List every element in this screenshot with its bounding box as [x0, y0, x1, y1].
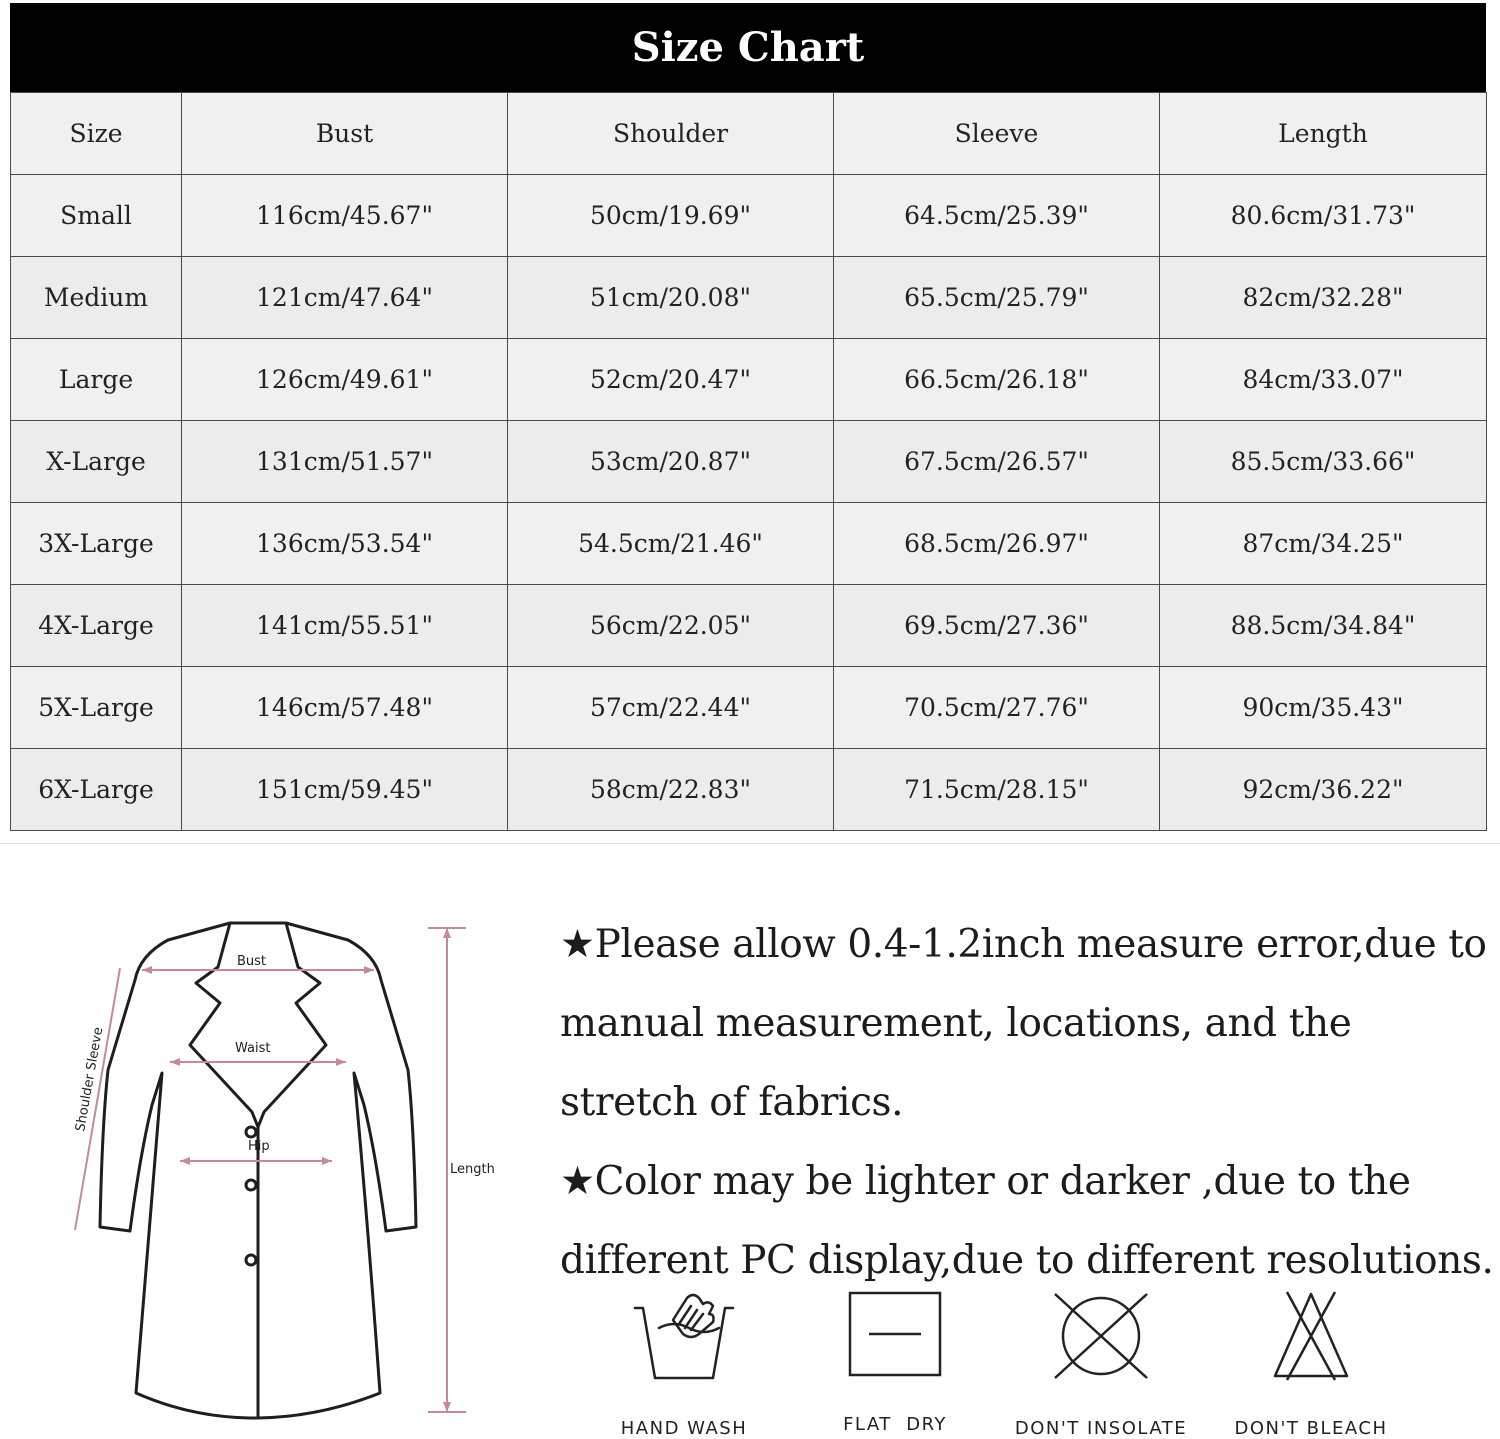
bust-cell: 131cm/51.57": [182, 421, 508, 503]
dont-insolate-label: DON'T INSOLATE: [1014, 1418, 1188, 1439]
size-table: [10, 92, 1487, 831]
dont-bleach-icon: [1271, 1290, 1351, 1382]
size-cell: Large: [11, 339, 182, 421]
size-cell: Medium: [11, 257, 182, 339]
table-row: [11, 175, 1487, 257]
length-label: Length: [450, 1162, 495, 1177]
sleeve-cell: 69.5cm/27.36": [834, 585, 1160, 667]
bust-label: Bust: [237, 954, 267, 969]
note-color: ★Color may be lighter or darker ,due to the different PC display,due to different resolutions.: [560, 1159, 1494, 1283]
sleeve-cell: 66.5cm/26.18": [834, 339, 1160, 421]
care-dont-insolate: [1011, 1290, 1191, 1439]
care-dont-bleach: [1221, 1290, 1401, 1439]
bust-cell: 151cm/59.45": [182, 749, 508, 831]
shoulder-cell: 51cm/20.08": [508, 257, 834, 339]
waist-label: Waist: [235, 1041, 271, 1056]
shoulder-cell: 53cm/20.87": [508, 421, 834, 503]
table-row: [11, 667, 1487, 749]
length-cell: 84cm/33.07": [1160, 339, 1487, 421]
size-cell: 3X-Large: [11, 503, 182, 585]
header-sleeve: Sleeve: [834, 93, 1160, 175]
note-measure-error: ★Please allow 0.4-1.2inch measure error,due to manual measurement, locations, and the stretch of fabrics.: [560, 922, 1487, 1125]
hip-label: Hip: [248, 1139, 270, 1154]
bust-cell: 136cm/53.54": [182, 503, 508, 585]
header-shoulder: Shoulder: [508, 93, 834, 175]
shoulder-cell: 50cm/19.69": [508, 175, 834, 257]
dont-bleach-label: DON'T BLEACH: [1234, 1418, 1388, 1439]
table-row: [11, 749, 1487, 831]
care-hand-wash: [594, 1290, 774, 1439]
size-cell: 4X-Large: [11, 585, 182, 667]
sleeve-cell: 71.5cm/28.15": [834, 749, 1160, 831]
size-cell: 6X-Large: [11, 749, 182, 831]
table-row: [11, 503, 1487, 585]
bust-cell: 116cm/45.67": [182, 175, 508, 257]
sleeve-cell: 70.5cm/27.76": [834, 667, 1160, 749]
length-cell: 82cm/32.28": [1160, 257, 1487, 339]
flat-dry-icon: [847, 1290, 943, 1378]
sleeve-cell: 65.5cm/25.79": [834, 257, 1160, 339]
shoulder-sleeve-label: Shoulder Sleeve: [73, 1026, 107, 1133]
size-cell: X-Large: [11, 421, 182, 503]
size-cell: 5X-Large: [11, 667, 182, 749]
length-cell: 88.5cm/34.84": [1160, 585, 1487, 667]
notes: [560, 905, 1495, 1300]
measurement-lines: [75, 928, 466, 1412]
sleeve-cell: 64.5cm/25.39": [834, 175, 1160, 257]
divider: [0, 843, 1500, 844]
flat-dry-label: FLAT DRY: [843, 1414, 947, 1435]
size-chart-title: Size Chart: [10, 3, 1486, 92]
coat-outline: [100, 923, 416, 1418]
table-row: [11, 339, 1487, 421]
bust-cell: 146cm/57.48": [182, 667, 508, 749]
hand-wash-icon: [629, 1290, 739, 1382]
table-row: [11, 421, 1487, 503]
shoulder-cell: 52cm/20.47": [508, 339, 834, 421]
length-cell: 92cm/36.22": [1160, 749, 1487, 831]
sleeve-cell: 67.5cm/26.57": [834, 421, 1160, 503]
header-length: Length: [1160, 93, 1487, 175]
shoulder-cell: 54.5cm/21.46": [508, 503, 834, 585]
dont-insolate-icon: [1049, 1290, 1153, 1382]
care-flat-dry: [805, 1290, 985, 1435]
length-cell: 85.5cm/33.66": [1160, 421, 1487, 503]
shoulder-cell: 57cm/22.44": [508, 667, 834, 749]
table-row: [11, 257, 1487, 339]
shoulder-cell: 58cm/22.83": [508, 749, 834, 831]
table-header-row: [11, 93, 1487, 175]
bust-cell: 141cm/55.51": [182, 585, 508, 667]
hand-wash-label: HAND WASH: [620, 1418, 748, 1439]
length-cell: 87cm/34.25": [1160, 503, 1487, 585]
bust-cell: 126cm/49.61": [182, 339, 508, 421]
header-bust: Bust: [182, 93, 508, 175]
size-cell: Small: [11, 175, 182, 257]
length-cell: 90cm/35.43": [1160, 667, 1487, 749]
bust-cell: 121cm/47.64": [182, 257, 508, 339]
sleeve-cell: 68.5cm/26.97": [834, 503, 1160, 585]
table-row: [11, 585, 1487, 667]
header-size: Size: [11, 93, 182, 175]
length-cell: 80.6cm/31.73": [1160, 175, 1487, 257]
shoulder-cell: 56cm/22.05": [508, 585, 834, 667]
coat-measurement-diagram: [30, 895, 530, 1425]
measurement-arrows: [142, 928, 451, 1412]
